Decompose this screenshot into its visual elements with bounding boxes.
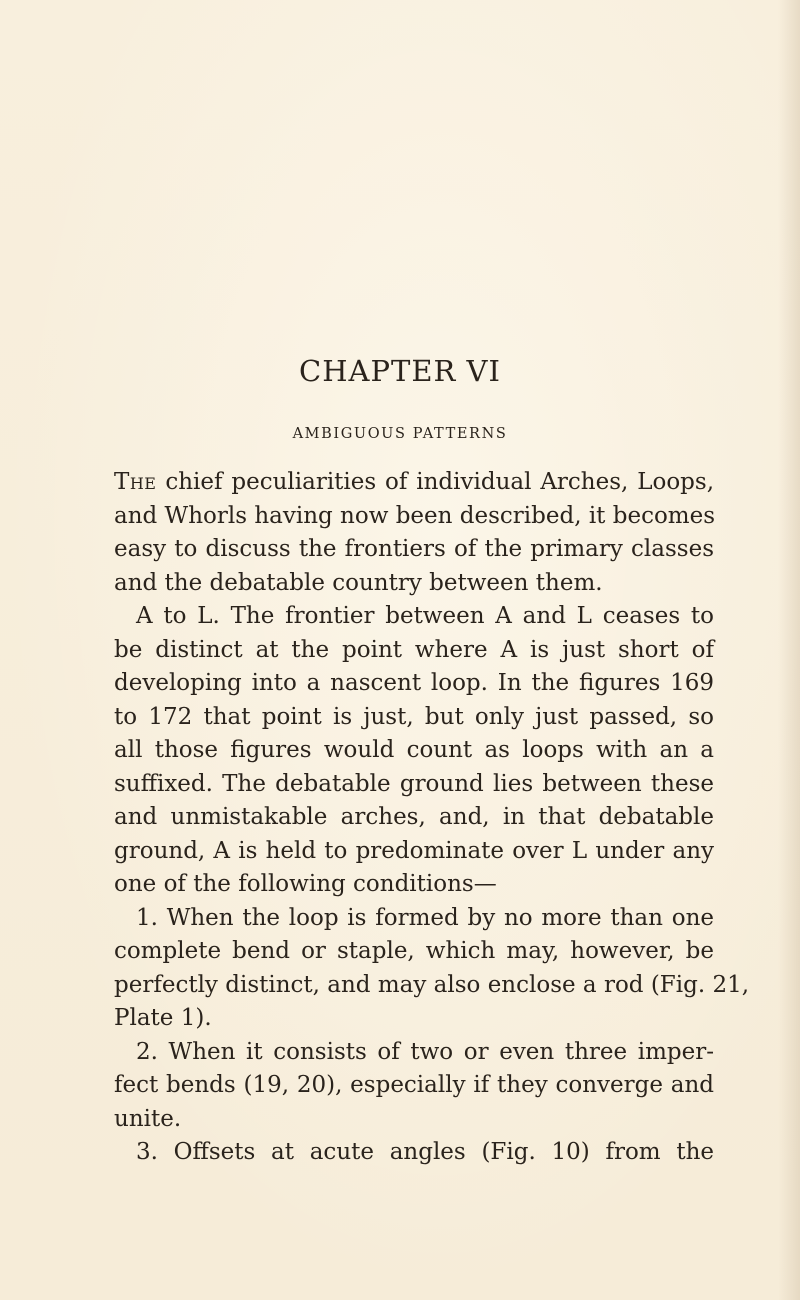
- text-line-20: unite.: [114, 1105, 182, 1132]
- text-line-19: fect bends (19, 20), especially if they converge and: [114, 1072, 714, 1098]
- text-line-11: and unmistakable arches, and, in that debatable: [114, 804, 714, 830]
- page-edge-shadow: [778, 0, 800, 1300]
- chapter-title: CHAPTER VI: [299, 354, 501, 388]
- text-line-7: developing into a nascent loop. In the figures 169: [114, 670, 714, 696]
- chapter-subtitle: AMBIGUOUS PATTERNS: [292, 426, 508, 442]
- text-line-16: perfectly distinct, and may also enclose a rod (Fig. 21,: [114, 971, 750, 998]
- text-line-21: 3. Offsets at acute angles (Fig. 10) from the: [136, 1139, 714, 1165]
- text-line-3: easy to discuss the frontiers of the primary classes: [114, 536, 714, 562]
- text-line-5: A to L. The frontier between A and L ceases to: [136, 603, 714, 629]
- text-line-12: ground, A is held to predominate over L under any: [114, 837, 714, 864]
- text-line-6: be distinct at the point where A is just short of: [114, 636, 714, 663]
- opening-word: The: [114, 469, 157, 495]
- text-line-18: 2. When it consists of two or even three imper-: [136, 1038, 714, 1065]
- text-line-14: 1. When the loop is formed by no more than one: [136, 904, 714, 931]
- text-line-8: to 172 that point is just, but only just passed, so: [114, 703, 714, 730]
- text-line-2: and Whorls having now been described, it becomes: [114, 502, 716, 529]
- text-line-15: complete bend or staple, which may, however, be: [114, 938, 714, 964]
- text-line-1-rest: chief peculiarities of individual Arches, Loops,: [156, 469, 714, 495]
- text-line-1: [114, 466, 714, 500]
- text-line-17: Plate 1).: [114, 1005, 212, 1031]
- body-text: [114, 466, 750, 1170]
- text-line-4: and the debatable country between them.: [114, 569, 603, 596]
- text-line-9: all those figures would count as loops with an a: [114, 737, 714, 763]
- text-line-13: one of the following conditions—: [114, 871, 497, 897]
- text-line-10: suffixed. The debatable ground lies between these: [114, 770, 714, 797]
